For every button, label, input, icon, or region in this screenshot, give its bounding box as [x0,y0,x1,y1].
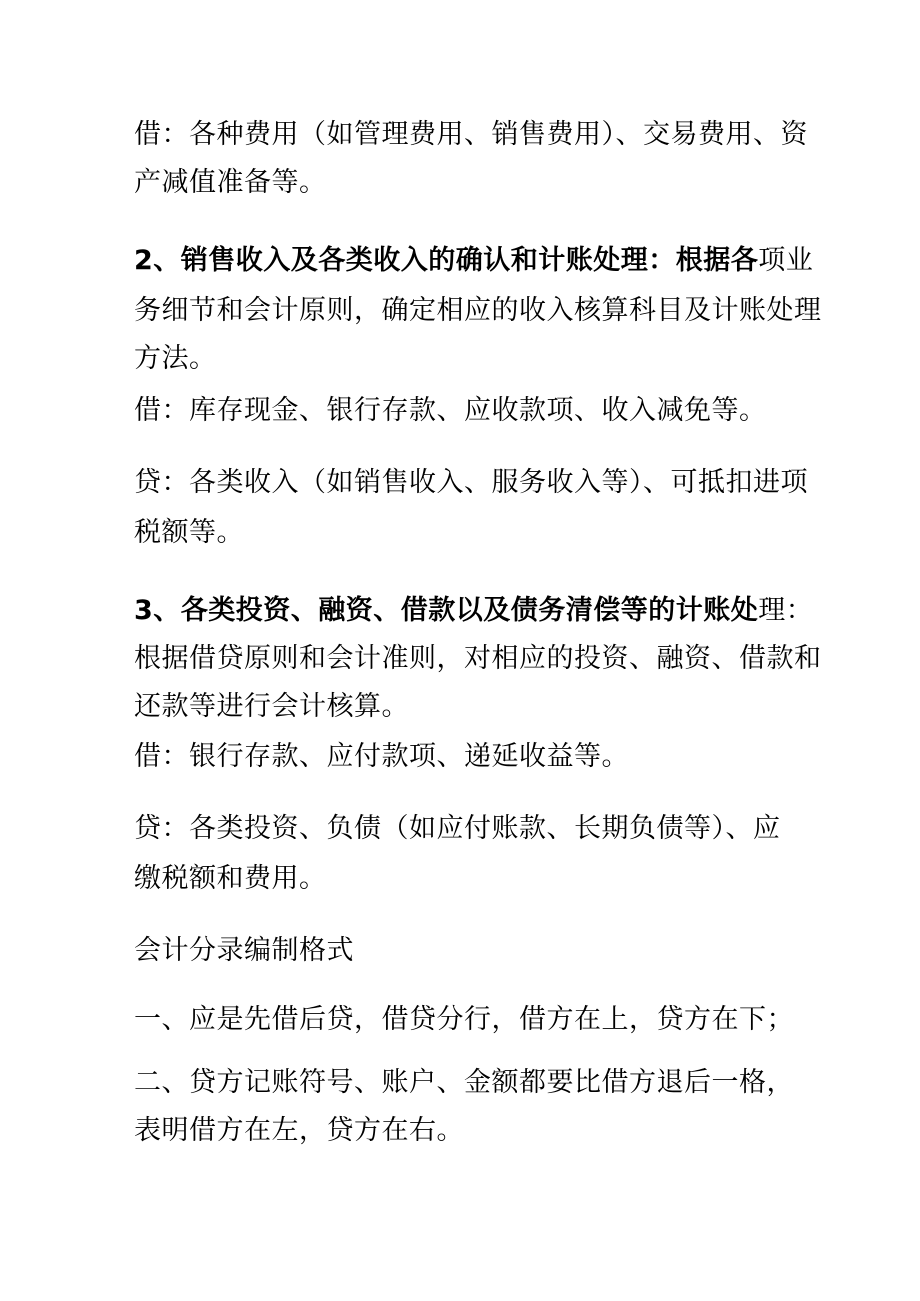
text-line-credit-revenue-cont: 税额等。 [134,517,244,548]
format-rule-2-cont: 表明借方在左，贷方在右。 [134,1115,464,1146]
section-2-title: 2、销售收入及各类收入的确认和计账处理： [134,245,676,276]
text-line-credit-revenue: 贷：各类收入（如销售收入、服务收入等）、可抵扣进项 [134,467,808,498]
section-3-title: 3、各类投资、融资、借款以及债务清偿等的计账处 [134,595,759,626]
text-line-debit-investment: 借：银行存款、应付款项、递延收益等。 [134,741,629,772]
text-line-credit-investment: 贷：各类投资、负债（如应付账款、长期负债等）、应 [134,813,781,844]
text-line-debit-expenses-cont: 产减值准备等。 [134,167,327,198]
section-2-title-tail: 根据各 [675,245,759,276]
section-2-text-cont: 方法。 [134,343,217,374]
text-line-credit-investment-cont: 缴税额和费用。 [134,863,327,894]
section-3-heading-line [134,593,813,629]
section-3-text-cont: 还款等进行会计核算。 [134,691,409,722]
section-2-text: 务细节和会计原则，确定相应的收入核算科目及计账处理 [134,295,822,326]
section-3-title-tail: 理： [758,595,814,626]
section-3-text: 根据借贷原则和会计准则，对相应的投资、融资、借款和 [134,643,822,674]
text-line-debit-expenses: 借：各种费用（如管理费用、销售费用）、交易费用、资 [134,119,808,150]
section-2-text-start: 项业 [758,245,814,276]
format-rule-1: 一、应是先借后贷，借贷分行，借方在上，贷方在下； [134,1004,794,1035]
format-rule-2: 二、贷方记账符号、账户、金额都要比借方退后一格， [134,1067,794,1098]
format-heading: 会计分录编制格式 [134,935,354,966]
section-2-heading-line [134,243,813,279]
text-line-debit-revenue: 借：库存现金、银行存款、应收款项、收入减免等。 [134,395,767,426]
